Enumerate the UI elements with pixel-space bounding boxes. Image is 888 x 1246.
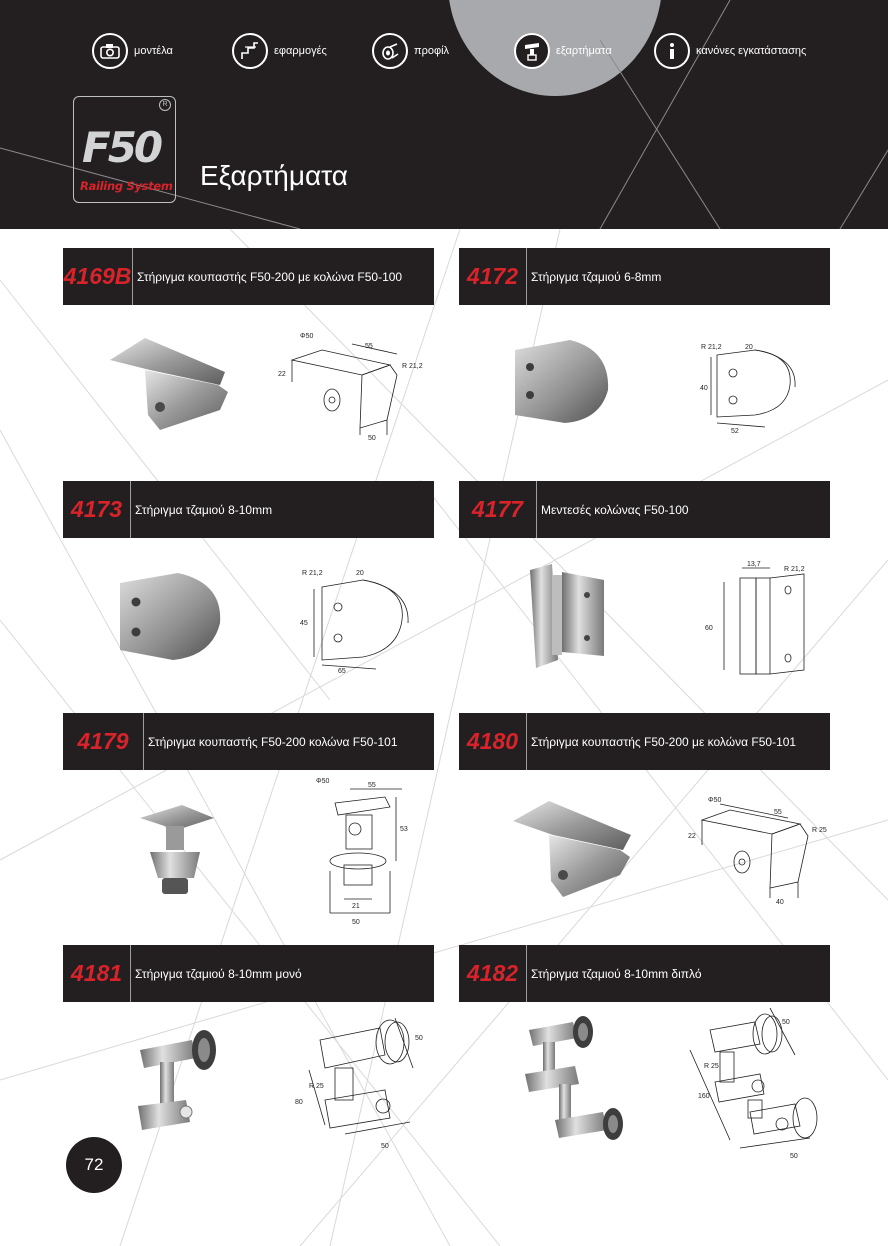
technical-drawing-4179 bbox=[310, 775, 430, 930]
dimension-label: 50 bbox=[415, 1035, 423, 1042]
dimension-label: 55 bbox=[368, 782, 376, 789]
page-number: 72 bbox=[66, 1137, 122, 1193]
product-header-4182 bbox=[459, 945, 830, 1002]
dimension-label: 22 bbox=[688, 833, 696, 840]
product-code: 4181 bbox=[63, 945, 131, 1002]
product-header-4169b bbox=[63, 248, 434, 305]
product-name: Στήριγμα κουπαστής F50-200 με κολώνα F50-101 bbox=[531, 734, 797, 749]
page-title: Εξαρτήματα bbox=[200, 160, 348, 191]
nav-label-accessories: εξαρτήματα bbox=[556, 45, 612, 57]
product-name: Στήριγμα τζαμιού 6-8mm bbox=[531, 269, 662, 284]
dimension-label: 40 bbox=[700, 385, 708, 392]
technical-drawing-4169b bbox=[272, 330, 432, 445]
technical-drawing-4181 bbox=[285, 1010, 435, 1160]
dimension-label: 13,7 bbox=[747, 561, 761, 568]
profile-tube-icon bbox=[372, 33, 408, 69]
info-icon bbox=[654, 33, 690, 69]
product-photo-4179 bbox=[132, 800, 222, 900]
product-name: Στήριγμα τζαμιού 8-10mm bbox=[135, 502, 273, 517]
dimension-label: 55 bbox=[365, 343, 373, 350]
product-header-4179 bbox=[63, 713, 434, 770]
technical-drawing-4172 bbox=[695, 335, 805, 435]
dimension-label: 20 bbox=[356, 570, 364, 577]
product-header-4173 bbox=[63, 481, 434, 538]
header-banner bbox=[0, 0, 888, 229]
logo-tagline: Railing System bbox=[80, 179, 173, 193]
dimension-label: 45 bbox=[300, 620, 308, 627]
dimension-label: 160 bbox=[698, 1093, 710, 1100]
nav-label-models: μοντέλα bbox=[134, 45, 173, 57]
dimension-label: R 21,2 bbox=[784, 566, 805, 573]
nav-item-installation-rules[interactable] bbox=[654, 30, 806, 72]
product-name: Στήριγμα κουπαστής F50-200 κολώνα F50-101 bbox=[148, 734, 398, 749]
product-photo-4180 bbox=[505, 795, 635, 905]
dimension-label: 22 bbox=[278, 371, 286, 378]
nav-item-models[interactable] bbox=[92, 30, 173, 72]
dimension-label: 53 bbox=[400, 826, 408, 833]
dimension-label: 80 bbox=[295, 1099, 303, 1106]
dimension-label: R 21,2 bbox=[701, 344, 722, 351]
nav-item-accessories[interactable] bbox=[514, 30, 612, 72]
dimension-label: 65 bbox=[338, 668, 346, 675]
product-code: 4177 bbox=[459, 481, 537, 538]
dimension-label: 50 bbox=[352, 919, 360, 926]
dimension-label: 21 bbox=[352, 903, 360, 910]
product-photo-4181 bbox=[130, 1022, 230, 1142]
nav-label-profiles: προφίλ bbox=[414, 45, 450, 57]
dimension-label: 50 bbox=[790, 1153, 798, 1160]
dimension-label: R 21,2 bbox=[302, 570, 323, 577]
brand-logo bbox=[73, 96, 176, 203]
dimension-label: 40 bbox=[776, 899, 784, 906]
product-header-4180 bbox=[459, 713, 830, 770]
dimension-label: 52 bbox=[731, 428, 739, 435]
technical-drawing-4177 bbox=[700, 560, 810, 678]
nav-item-applications[interactable] bbox=[232, 30, 327, 72]
technical-drawing-4173 bbox=[298, 565, 423, 675]
registered-mark: R bbox=[159, 99, 171, 111]
dimension-label: Φ50 bbox=[316, 778, 330, 785]
product-code: 4173 bbox=[63, 481, 131, 538]
product-header-4181 bbox=[63, 945, 434, 1002]
product-photo-4172 bbox=[500, 335, 620, 430]
camera-icon bbox=[92, 33, 128, 69]
product-name: Μεντεσές κολώνας F50-100 bbox=[541, 502, 689, 517]
dimension-label: Φ50 bbox=[708, 797, 722, 804]
product-header-4172 bbox=[459, 248, 830, 305]
dimension-label: 20 bbox=[745, 344, 753, 351]
product-header-4177 bbox=[459, 481, 830, 538]
product-code: 4182 bbox=[459, 945, 527, 1002]
product-photo-4169b bbox=[100, 330, 240, 440]
product-code: 4169B bbox=[63, 248, 133, 305]
product-code: 4180 bbox=[459, 713, 527, 770]
dimension-label: R 25 bbox=[309, 1083, 324, 1090]
product-photo-4182 bbox=[515, 1012, 635, 1152]
product-photo-4173 bbox=[108, 568, 233, 668]
dimension-label: 55 bbox=[774, 809, 782, 816]
product-photo-4177 bbox=[522, 560, 612, 672]
product-code: 4179 bbox=[63, 713, 144, 770]
dimension-label: R 25 bbox=[704, 1063, 719, 1070]
dimension-label: 50 bbox=[381, 1143, 389, 1150]
fitting-icon bbox=[514, 33, 550, 69]
logo-wordmark: F50 bbox=[82, 123, 161, 172]
technical-drawing-4182 bbox=[670, 1000, 830, 1165]
technical-drawing-4180 bbox=[680, 790, 830, 910]
product-code: 4172 bbox=[459, 248, 527, 305]
nav-label-applications: εφαρμογές bbox=[274, 45, 327, 57]
nav-label-installation-rules: κανόνες εγκατάστασης bbox=[696, 45, 807, 57]
product-name: Στήριγμα κουπαστής F50-200 με κολώνα F50-100 bbox=[137, 269, 403, 284]
dimension-label: 60 bbox=[705, 625, 713, 632]
dimension-label: 50 bbox=[368, 435, 376, 442]
nav-item-profiles[interactable] bbox=[372, 30, 449, 72]
dimension-label: R 25 bbox=[812, 827, 827, 834]
stairs-icon bbox=[232, 33, 268, 69]
dimension-label: 50 bbox=[782, 1019, 790, 1026]
product-name: Στήριγμα τζαμιού 8-10mm μονό bbox=[135, 966, 302, 981]
dimension-label: R 21,2 bbox=[402, 363, 423, 370]
product-name: Στήριγμα τζαμιού 8-10mm διπλό bbox=[531, 966, 702, 981]
dimension-label: Φ50 bbox=[300, 333, 314, 340]
